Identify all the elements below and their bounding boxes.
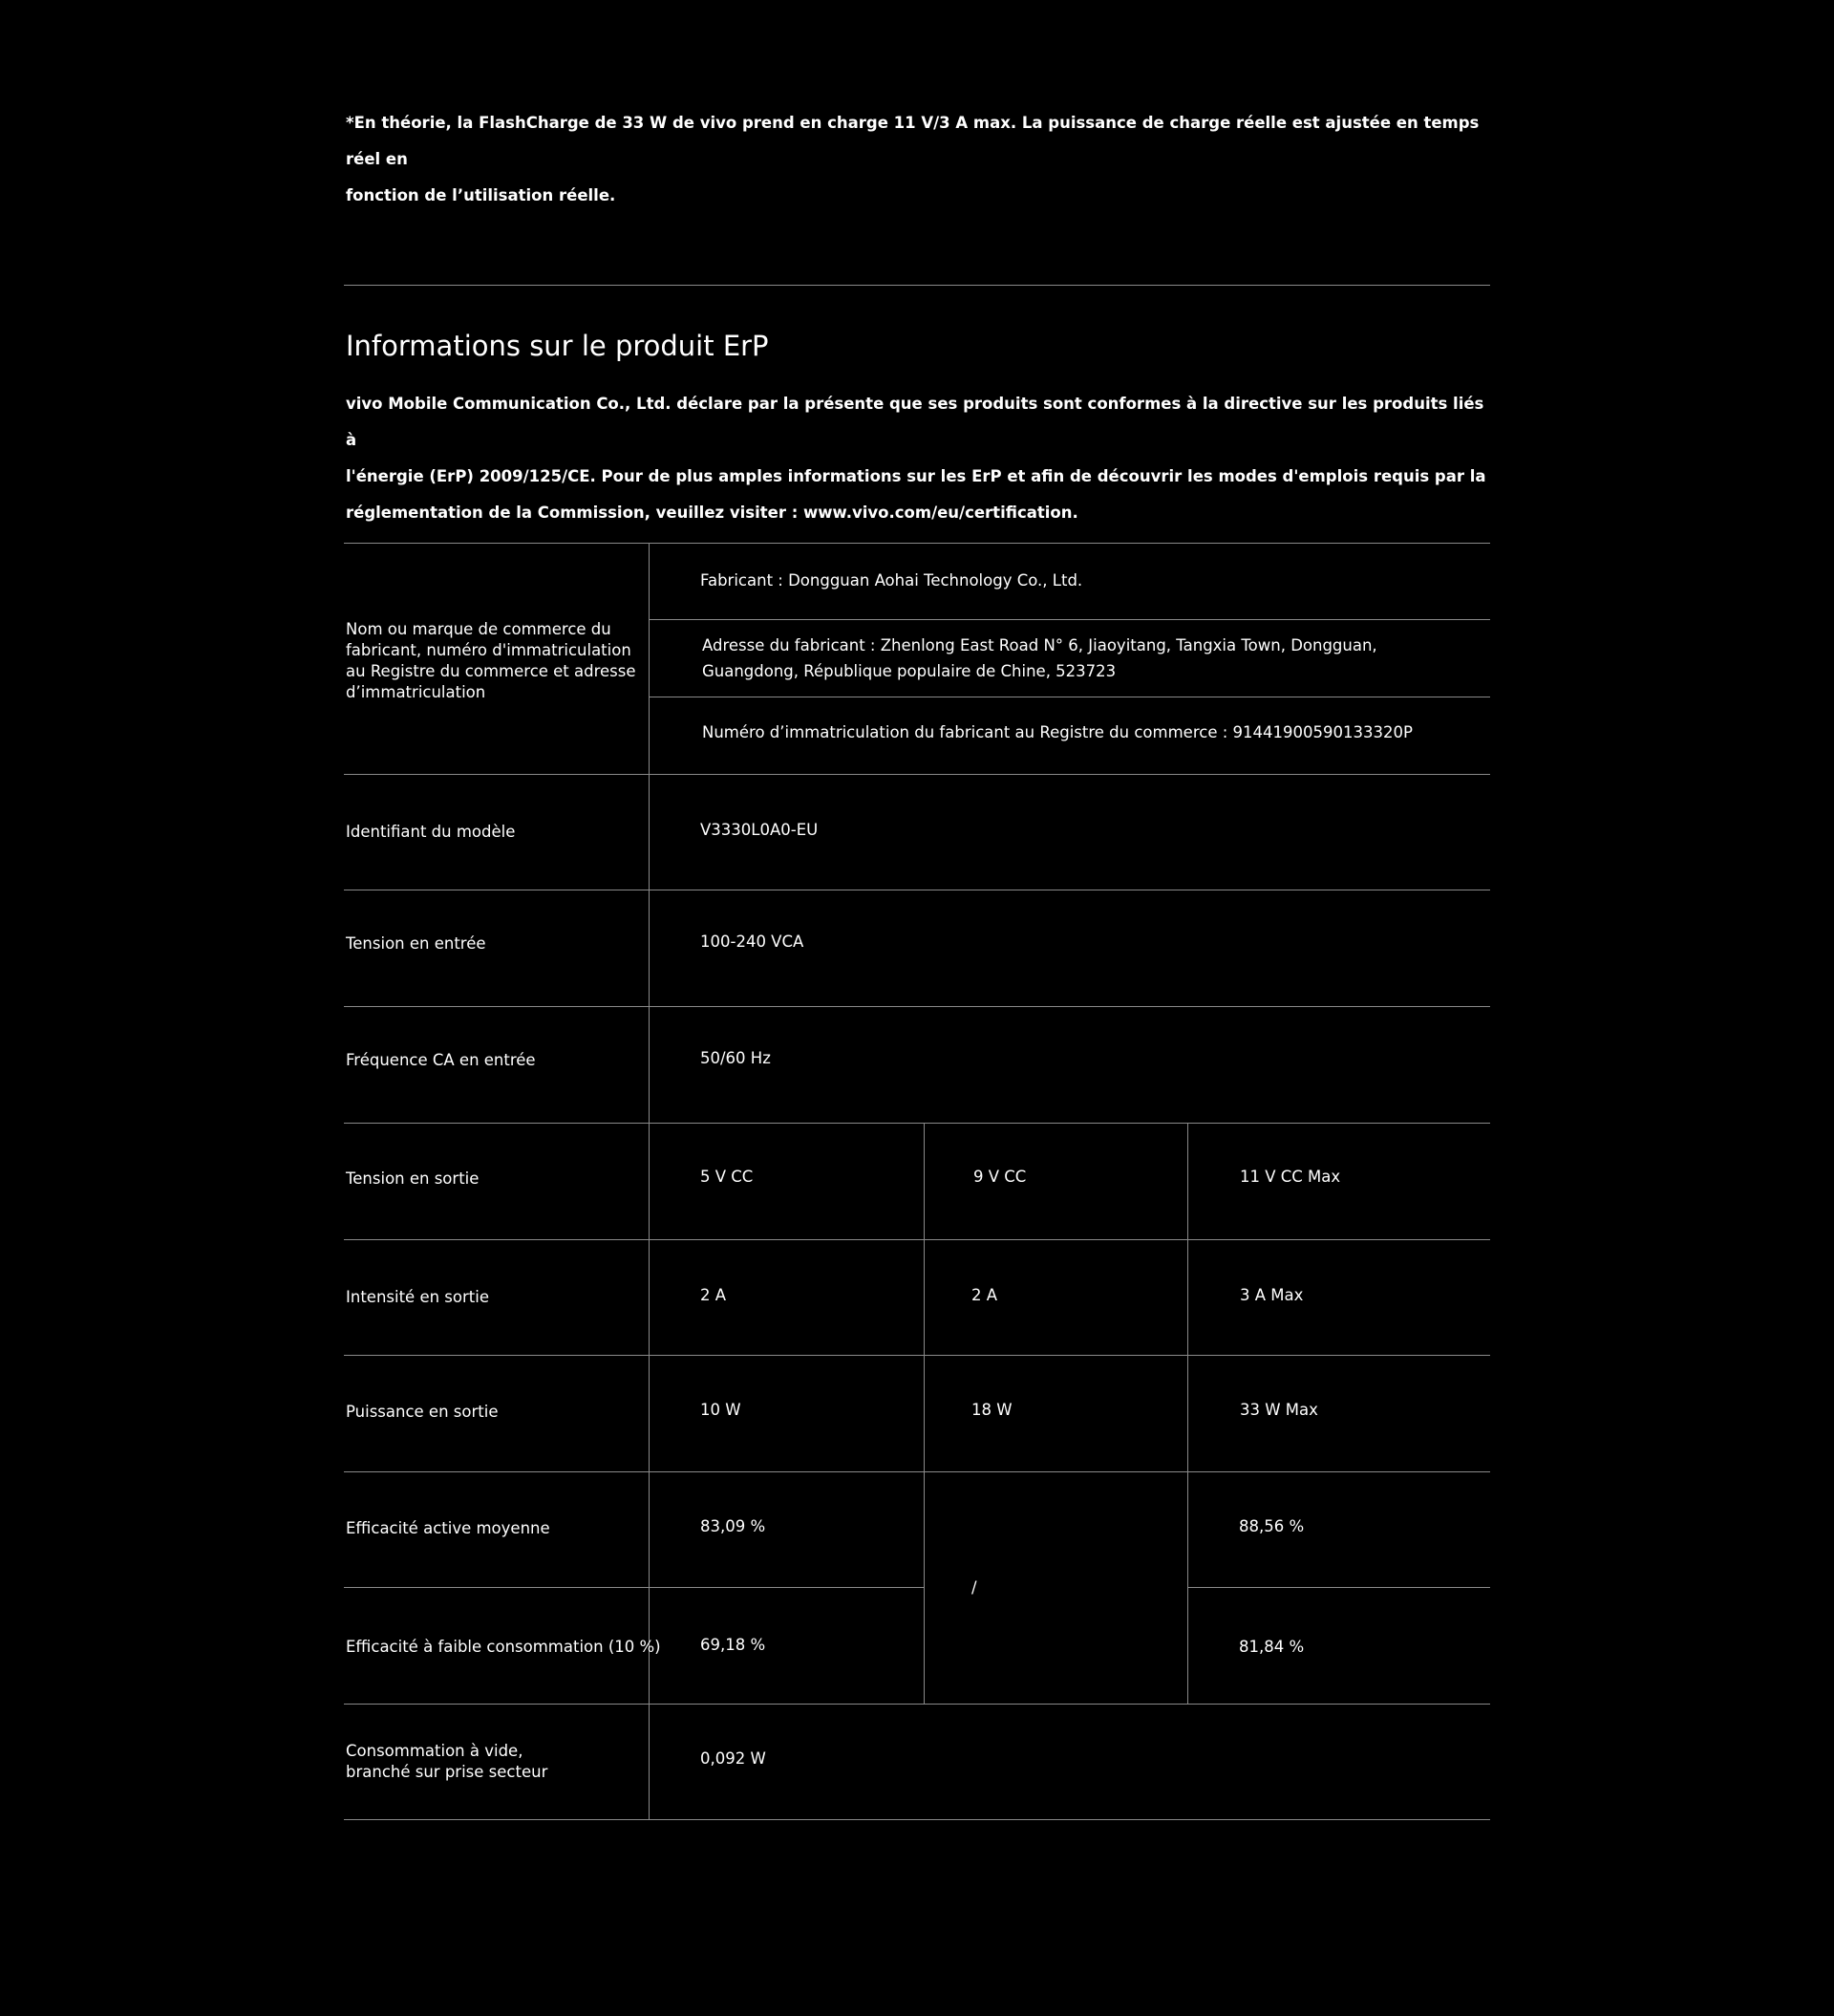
table-column-divider — [649, 543, 650, 1820]
avg-efficiency-label: Efficacité active moyenne — [346, 1519, 550, 1537]
table-row-divider — [344, 1006, 1490, 1007]
table-column-divider — [1187, 1123, 1188, 1704]
table-column-divider — [924, 1123, 925, 1704]
footnote-line: fonction de l’utilisation réelle. — [346, 186, 616, 204]
merged-efficiency-placeholder: / — [971, 1578, 977, 1597]
erp-declaration — [346, 386, 1492, 531]
manufacturer-name: Fabricant : Dongguan Aohai Technology Co., Ltd. — [700, 571, 1083, 590]
output-current-label: Intensité en sortie — [346, 1288, 489, 1306]
input-voltage-value: 100-240 VCA — [700, 933, 804, 951]
input-frequency-value: 50/60 Hz — [700, 1049, 771, 1067]
low-load-efficiency-value: 69,18 % — [700, 1636, 766, 1654]
no-load-label-line: Consommation à vide, — [346, 1742, 523, 1760]
low-load-efficiency-value: 81,84 % — [1239, 1638, 1305, 1656]
table-row-divider — [344, 1239, 1490, 1240]
table-row-divider — [344, 1123, 1490, 1124]
table-row-divider — [344, 1819, 1490, 1820]
output-current-value: 2 A — [971, 1286, 998, 1304]
output-power-value: 33 W Max — [1240, 1401, 1318, 1419]
declaration-line: l'énergie (ErP) 2009/125/CE. Pour de plus amples informations sur les ErP et afin de découvrir les modes d'emplois requis par la — [346, 467, 1486, 485]
table-row-divider — [344, 1704, 1490, 1705]
erp-spec-table — [344, 543, 1490, 1820]
output-voltage-label: Tension en sortie — [346, 1169, 480, 1188]
manufacturer-address — [702, 633, 1377, 684]
manufacturer-registration: Numéro d’immatriculation du fabricant au Registre du commerce : 91441900590133320P — [702, 723, 1413, 741]
charging-footnote — [346, 105, 1492, 214]
address-line: Adresse du fabricant : Zhenlong East Road N° 6, Jiaoyitang, Tangxia Town, Dongguan, — [702, 636, 1377, 654]
output-voltage-value: 9 V CC — [973, 1168, 1027, 1186]
table-row-divider — [344, 774, 1490, 775]
output-power-value: 10 W — [700, 1401, 741, 1419]
output-power-value: 18 W — [971, 1401, 1013, 1419]
footnote-line: *En théorie, la FlashCharge de 33 W de vivo prend en charge 11 V/3 A max. La puissance de charge réelle est ajustée en temps réel en — [346, 114, 1480, 168]
output-current-value: 3 A Max — [1240, 1286, 1304, 1304]
input-voltage-label: Tension en entrée — [346, 934, 486, 953]
table-row-divider — [1188, 1587, 1490, 1588]
manufacturer-label-line: d’immatriculation — [346, 683, 486, 701]
table-row-divider — [344, 1355, 1490, 1356]
output-voltage-value: 5 V CC — [700, 1168, 754, 1186]
avg-efficiency-value: 83,09 % — [700, 1517, 766, 1535]
declaration-line: réglementation de la Commission, veuillez visiter : www.vivo.com/eu/certification. — [346, 504, 1078, 522]
manufacturer-label — [346, 619, 642, 703]
manufacturer-label-line: Nom ou marque de commerce du — [346, 620, 611, 638]
table-row-divider — [344, 1471, 1490, 1472]
address-line: Guangdong, République populaire de Chine, 523723 — [702, 662, 1117, 680]
model-label: Identifiant du modèle — [346, 823, 516, 841]
table-row-divider — [344, 1587, 925, 1588]
table-row-divider — [344, 543, 1490, 544]
output-power-label: Puissance en sortie — [346, 1403, 499, 1421]
avg-efficiency-value: 88,56 % — [1239, 1517, 1305, 1535]
output-voltage-value: 11 V CC Max — [1240, 1168, 1341, 1186]
no-load-label-line: branché sur prise secteur — [346, 1763, 548, 1781]
no-load-label — [346, 1741, 547, 1783]
low-load-efficiency-label: Efficacité à faible consommation (10 %) — [346, 1638, 661, 1656]
input-frequency-label: Fréquence CA en entrée — [346, 1051, 536, 1069]
table-row-divider — [650, 619, 1490, 620]
output-current-value: 2 A — [700, 1286, 727, 1304]
manufacturer-label-line: fabricant, numéro d'immatriculation — [346, 641, 631, 659]
model-value: V3330L0A0-EU — [700, 821, 819, 839]
section-divider — [344, 285, 1490, 286]
section-title: Informations sur le produit ErP — [346, 330, 769, 362]
declaration-line: vivo Mobile Communication Co., Ltd. déclare par la présente que ses produits sont conformes à la directive sur les produits liés à — [346, 395, 1484, 449]
no-load-value: 0,092 W — [700, 1749, 766, 1768]
manufacturer-label-line: au Registre du commerce et adresse — [346, 662, 636, 680]
